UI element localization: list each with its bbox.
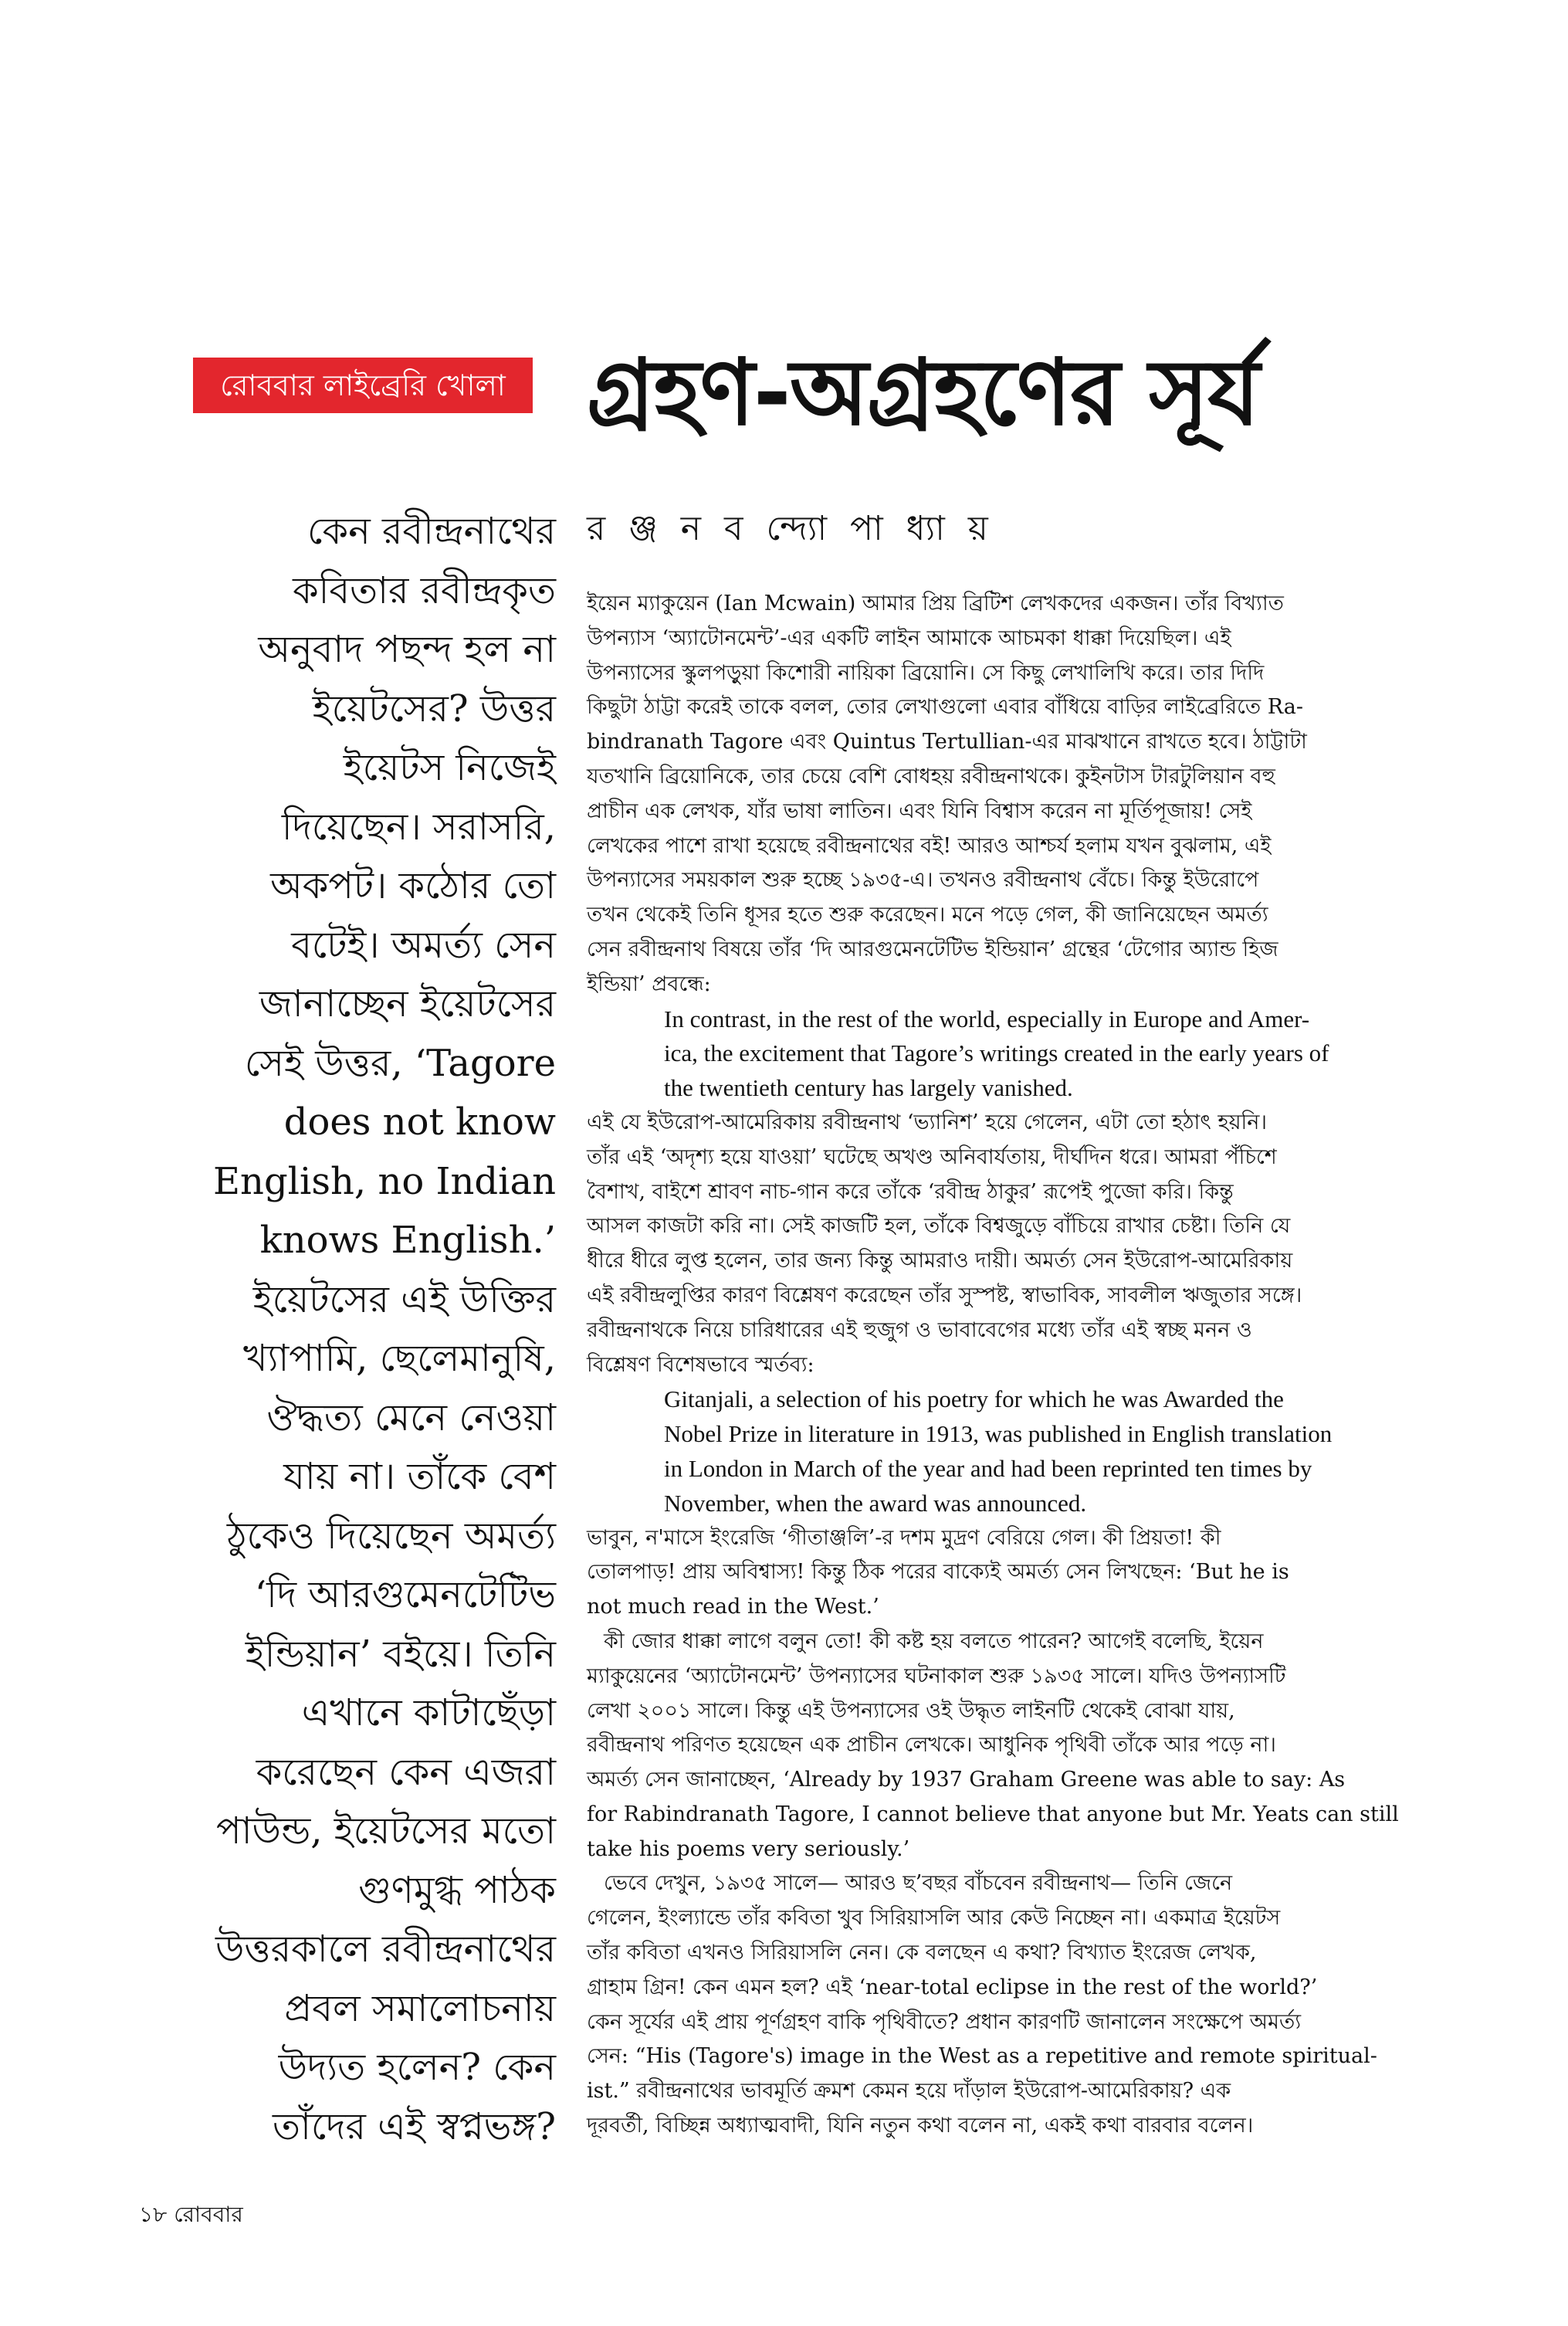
body-text-line: এই রবীন্দ্রলুপ্তির কারণ বিশ্লেষণ করেছেন তাঁর সুস্পষ্ট, স্বাভাবিক, সাবলীল ঋজুতার সঙ্গে। (587, 1283, 1302, 1307)
block-quote-line: In contrast, in the rest of the world, especially in Europe and Amer- (664, 1005, 1310, 1032)
pull-quote-line: কবিতার রবীন্দ্রকৃত (293, 568, 556, 612)
body-text-line: উপন্যাসের স্কুলপড়ুয়া কিশোরী নায়িকা ব্রিয়োনি। সে কিছু লেখালিখি করে। তার দিদি (587, 660, 1265, 685)
pull-quote-line: অকপট। কঠোর তো (270, 864, 556, 907)
body-text-line: রবীন্দ্রনাথ পরিণত হয়েছেন এক প্রাচীন লেখকে। আধুনিক পৃথিবী তাঁকে আর পড়ে না। (587, 1733, 1276, 1758)
body-text-line: ইয়েন ম্যাকুয়েন (Ian Mcwain) আমার প্রিয় ব্রিটিশ লেখকদের একজন। তাঁর বিখ্যাত (587, 592, 1284, 615)
paragraph-start-line: ভেবে দেখুন, ১৯৩৫ সালে— আরও ছ’বছর বাঁচবেন রবীন্দ্রনাথ— তিনি জেনে (604, 1871, 1233, 1896)
pull-quote-line: গুণমুগ্ধ পাঠক (358, 1868, 556, 1912)
body-text-line: take his poems very seriously.’ (587, 1836, 910, 1861)
pull-quote-line: উদ্যত হলেন? কেন (278, 2046, 556, 2089)
pull-quote-line: সেই উত্তর, ‘Tagore (244, 1041, 556, 1085)
pull-quote-line: ইন্ডিয়ান’ বইয়ে। তিনি (245, 1632, 556, 1676)
article-body (587, 587, 1444, 2144)
pull-quote-line: does not know (283, 1100, 556, 1144)
body-text-line: তাঁর কবিতা এখনও সিরিয়াসলি নেন। কে বলছেন এ কথা? বিখ্যাত ইংরেজ লেখক, (587, 1941, 1257, 1965)
block-quote-line: Gitanjali, a selection of his poetry for which he was Awarded the (664, 1385, 1284, 1413)
body-text-line: not much read in the West.’ (587, 1595, 879, 1619)
pull-quote-line: English, no Indian (213, 1159, 556, 1203)
pull-quote-line: জানাচ্ছেন ইয়েটসের (259, 982, 556, 1026)
pull-quote-line: উত্তরকালে রবীন্দ্রনাথের (215, 1928, 556, 1971)
body-text-line: ধীরে ধীরে লুপ্ত হলেন, তার জন্য কিন্তু আমরাও দায়ী। অমর্ত্য সেন ইউরোপ-আমেরিকায় (587, 1249, 1293, 1273)
headline: গ্রহণ-অগ্রহণের সূর্য (587, 339, 1258, 446)
body-text-line: দূরবর্তী, বিচ্ছিন্ন অধ্যাত্মবাদী, যিনি নতুন কথা বলেন না, একই কথা বারবার বলেন। (587, 2114, 1254, 2138)
block-quote-line: November, when the award was announced. (664, 1489, 1087, 1517)
body-text-line: বৈশাখ, বাইশে শ্রাবণ নাচ-গান করে তাঁকে ‘রবীন্দ্র ঠাকুর’ রূপেই পুজো করি। কিন্তু (587, 1179, 1234, 1204)
body-text-line: ist.” রবীন্দ্রনাথের ভাবমূর্তি ক্রমশ কেমন হয়ে দাঁড়াল ইউরোপ-আমেরিকায়? এক (587, 2079, 1231, 2104)
body-text-line: লেখা ২০০১ সালে। কিন্তু এই উপন্যাসের ওই উদ্ধৃত লাইনটি থেকেই বোঝা যায়, (587, 1698, 1235, 1723)
section-tag: রোববার লাইব্রেরি খোলা (193, 358, 533, 413)
body-text-line: আসল কাজটা করি না। সেই কাজটি হল, তাঁকে বিশ্বজুড়ে বাঁচিয়ে রাখার চেষ্টা। তিনি যে (587, 1214, 1291, 1239)
block-quote-line: Nobel Prize in literature in 1913, was published in English translation (664, 1420, 1333, 1448)
pull-quote-line: পাউন্ড, ইয়েটসের মতো (216, 1809, 556, 1853)
pull-quote-line: তাঁদের এই স্বপ্নভঙ্গ? (273, 2104, 556, 2148)
block-quote-line: ica, the excitement that Tagore’s writings created in the early years of (664, 1039, 1329, 1067)
body-text-line: কেন সূর্যের এই প্রায় পূর্ণগ্রহণ বাকি পৃথিবীতে? প্রধান কারণটি জানালেন সংক্ষেপে অমর্ত্য (587, 2009, 1302, 2034)
body-text-line: তখন থেকেই তিনি ধূসর হতে শুরু করেছেন। মনে পড়ে গেল, কী জানিয়েছেন অমর্ত্য (587, 903, 1268, 927)
pull-quote-line: এখানে কাটাছেঁড়া (301, 1691, 556, 1734)
body-text-line: ম্যাকুয়েনের ‘অ্যাটোনমেন্ট’ উপন্যাসের ঘটনাকাল শুরু ১৯৩৫ সালে। যদিও উপন্যাসটি (587, 1663, 1286, 1688)
pull-quote-line: ঠুকেও দিয়েছেন অমর্ত্য (226, 1514, 556, 1558)
body-text-line: ইন্ডিয়া’ প্রবন্ধে: (587, 971, 711, 996)
pull-quote-line: যায় না। তাঁকে বেশ (283, 1455, 556, 1498)
body-text-line: বিশ্লেষণ বিশেষভাবে স্মর্তব্য: (587, 1352, 814, 1377)
paragraph-start-line: কী জোর ধাক্কা লাগে বলুন তো! কী কষ্ট হয় বলতে পারেন? আগেই বলেছি, ইয়েন (604, 1629, 1264, 1653)
body-text-line: ভাবুন, ন'মাসে ইংরেজি ‘গীতাঞ্জলি’-র দশম মুদ্রণ বেরিয়ে গেল। কী প্রিয়তা! কী (587, 1525, 1221, 1550)
body-text-line: রবীন্দ্রনাথকে নিয়ে চারিধারের এই হুজুগ ও ভাবাবেগের মধ্যে তাঁর এই স্বচ্ছ মনন ও (587, 1317, 1252, 1342)
pull-quote-line: knows English.’ (259, 1219, 556, 1262)
pull-quote-line: দিয়েছেন। সরাসরি, (281, 805, 556, 849)
byline: র ঞ্জ ন ব ন্দ্যো পা ধ্যা য় (587, 509, 994, 548)
body-text-line: কিছুটা ঠাট্টা করেই তাকে বলল, তোর লেখাগুলো এবার বাঁধিয়ে বাড়ির লাইব্রেরিতে Ra- (587, 695, 1303, 720)
pull-quote-line: ইয়েটস নিজেই (343, 746, 556, 789)
body-text-line: সেন: “His (Tagore's) image in the West as a repetitive and remote spiritual- (587, 2044, 1377, 2069)
body-text-line: উপন্যাস ‘অ্যাটোনমেন্ট’-এর একটি লাইন আমাকে আচমকা ধাক্কা দিয়েছিল। এই (587, 626, 1231, 650)
pull-quote (139, 502, 556, 2156)
pull-quote-line: অনুবাদ পছন্দ হল না (258, 628, 556, 671)
body-text-line: তাঁর এই ‘অদৃশ্য হয়ে যাওয়া’ ঘটেছে অখণ্ড অনিবার্যতায়, দীর্ঘদিন ধরে। আমরা পঁচিশে (587, 1144, 1277, 1169)
body-text-line: লেখকের পাশে রাখা হয়েছে রবীন্দ্রনাথের বই! আরও আশ্চর্য হলাম যখন বুঝলাম, এই (587, 833, 1272, 858)
pull-quote-line: খ্যাপামি, ছেলেমানুষি, (242, 1337, 556, 1380)
body-text-line: তোলপাড়! প্রায় অবিশ্বাস্য! কিন্তু ঠিক পরের বাক্যেই অমর্ত্য সেন লিখছেন: ‘But he is (587, 1560, 1289, 1585)
body-text-line: যতখানি ব্রিয়োনিকে, তার চেয়ে বেশি বোধহয় রবীন্দ্রনাথকে। কুইনটাস টারটুলিয়ান বহু (587, 764, 1275, 788)
pull-quote-line: করেছেন কেন এজরা (256, 1750, 556, 1794)
block-quote-line: the twentieth century has largely vanished. (664, 1074, 1073, 1102)
body-text-line: bindranath Tagore এবং Quintus Tertullian-এর মাঝখানে রাখতে হবে। ঠাট্টাটা (587, 730, 1307, 754)
pull-quote-line: ঔদ্ধত্য মেনে নেওয়া (266, 1395, 556, 1439)
pull-quote-line: ইয়েটসের এই উক্তির (252, 1277, 556, 1321)
page-footer: ১৮ রোববার (139, 2202, 243, 2227)
body-text-line: সেন রবীন্দ্রনাথ বিষয়ে তাঁর ‘দি আরগুমেনটেটিভ ইন্ডিয়ান’ গ্রন্থের ‘টেগোর অ্যান্ড হিজ (587, 937, 1278, 961)
pull-quote-line: ‘দি আরগুমেনটেটিভ (254, 1573, 556, 1616)
pull-quote-line: কেন রবীন্দ্রনাথের (307, 510, 556, 553)
body-text-line: উপন্যাসের সময়কাল শুরু হচ্ছে ১৯৩৫-এ। তখনও রবীন্দ্রনাথ বেঁচে। কিন্তু ইউরোপে (587, 868, 1259, 893)
body-text-line: গেলেন, ইংল্যান্ডে তাঁর কবিতা খুব সিরিয়াসলি আর কেউ নিচ্ছেন না। একমাত্র ইয়েটস (587, 1906, 1281, 1931)
body-text-line: for Rabindranath Tagore, I cannot believe that anyone but Mr. Yeats can still (587, 1802, 1399, 1826)
body-text-line: এই যে ইউরোপ-আমেরিকায় রবীন্দ্রনাথ ‘ভ্যানিশ’ হয়ে গেলেন, এটা তো হঠাৎ হয়নি। (587, 1110, 1267, 1134)
block-quote-line: in London in March of the year and had been reprinted ten times by (664, 1454, 1312, 1482)
pull-quote-line: প্রবল সমালোচনায় (284, 1986, 556, 2030)
pull-quote-line: বটেই। অমর্ত্য সেন (291, 923, 556, 967)
body-text-line: গ্রাহাম গ্রিন! কেন এমন হল? এই ‘near-total eclipse in the rest of the world?’ (587, 1975, 1318, 1999)
pull-quote-line: ইয়েটসের? উত্তর (312, 687, 556, 731)
body-text-line: অমর্ত্য সেন জানাচ্ছেন, ‘Already by 1937 Graham Greene was able to say: As (587, 1768, 1346, 1792)
body-text-line: প্রাচীন এক লেখক, যাঁর ভাষা লাতিন। এবং যিনি বিশ্বাস করেন না মূর্তিপূজায়! সেই (587, 799, 1252, 823)
